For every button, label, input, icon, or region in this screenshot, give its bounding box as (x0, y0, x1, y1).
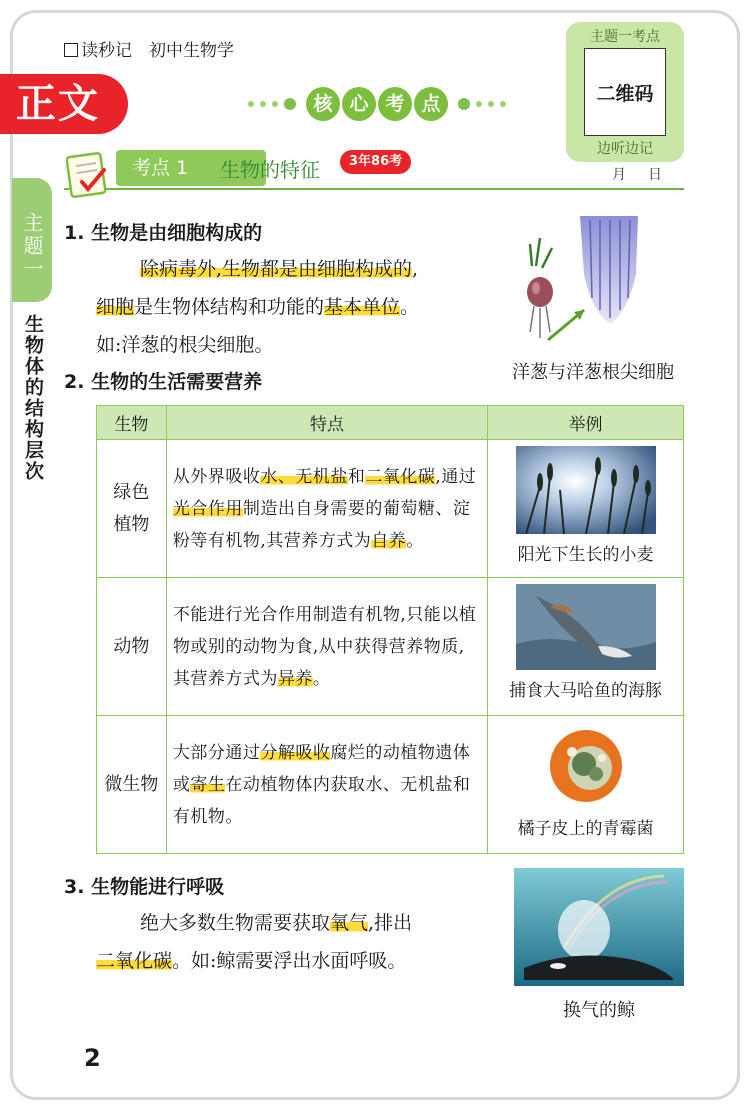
table-header-cell: 举例 (488, 406, 684, 440)
nutrition-table (96, 405, 684, 854)
example-caption: 橘子皮上的青霉菌 (517, 819, 654, 839)
table-row (97, 578, 684, 716)
example-cell (488, 578, 684, 716)
organism-name: 动物 (97, 578, 167, 716)
core-char: 心 (342, 87, 376, 121)
chapter-title: 生物体的结构层次 (22, 314, 44, 482)
dot-icon (272, 101, 278, 107)
qr-panel (566, 22, 684, 162)
example-cell (488, 716, 684, 854)
notepad-icon (66, 150, 110, 198)
section-3-body: 绝大多数生物需要获取氧气,排出 二氧化碳。如:鲸需要浮出水面呼吸。 (96, 912, 413, 972)
table-row (97, 716, 684, 854)
dot-icon (284, 98, 296, 110)
organism-description: 从外界吸收水、无机盐和二氧化碳,通过光合作用制造出自身需要的葡萄糖、淀粉等有机物,其营养方式为自养。 (166, 440, 487, 578)
table-row (97, 440, 684, 578)
table-header-row (97, 406, 684, 440)
wheat-image (488, 446, 683, 534)
core-char: 点 (414, 87, 448, 121)
onion-root-tip-image (518, 214, 642, 350)
core-char: 核 (306, 87, 340, 121)
dot-icon (488, 101, 494, 107)
divider (64, 188, 684, 190)
section-1-body: 除病毒外,生物都是由细胞构成的, 细胞是生物体结构和功能的基本单位。 如:洋葱的根尖细胞。 (96, 258, 420, 356)
moldy-orange-image (488, 722, 683, 808)
example-caption: 阳光下生长的小麦 (517, 545, 654, 565)
point-tag: 考点 1 (116, 150, 266, 186)
point-title: 生物的特征 (220, 158, 320, 182)
dot-icon (500, 101, 506, 107)
organism-description: 大部分通过分解吸收腐烂的动植物遗体或寄生在动植物体内获取水、无机盐和有机物。 (166, 716, 487, 854)
checkbox-icon (64, 43, 78, 57)
side-tab-topic[interactable]: 主题一 (12, 178, 52, 302)
example-cell (488, 440, 684, 578)
dot-icon (476, 101, 482, 107)
section-2-heading: 2. 生物的生活需要营养 (64, 371, 263, 393)
page-number: 2 (84, 1044, 101, 1072)
organism-name: 绿色 植物 (97, 440, 167, 578)
section-3-heading: 3. 生物能进行呼吸 (64, 876, 225, 898)
dot-icon (248, 101, 254, 107)
section-1-heading: 1. 生物是由细胞构成的 (64, 222, 263, 244)
table-header-cell: 特点 (166, 406, 487, 440)
point-bar (64, 148, 684, 190)
qr-code[interactable]: 二维码 (584, 48, 666, 136)
dot-icon (458, 98, 470, 110)
dot-icon (260, 101, 266, 107)
organism-description: 不能进行光合作用制造有机物,只能以植物或别的动物为食,从中获得营养物质,其营养方式为异养。 (166, 578, 487, 716)
organism-name: 微生物 (97, 716, 167, 854)
date-field: 月日 (612, 167, 684, 183)
whale-caption: 换气的鲸 (563, 1000, 635, 1021)
exam-frequency-badge: 3年86考 (340, 150, 411, 174)
example-caption: 捕食大马哈鱼的海豚 (509, 681, 663, 701)
dolphin-image (488, 584, 683, 670)
core-points-banner (248, 86, 506, 122)
whale-image (514, 868, 684, 986)
core-char: 考 (378, 87, 412, 121)
qr-bottom-label: 边听边记 (597, 141, 653, 157)
table-header-cell: 生物 (97, 406, 167, 440)
qr-top-label: 主题一考点 (590, 29, 660, 45)
onion-caption: 洋葱与洋葱根尖细胞 (512, 362, 674, 383)
zhengwen-label: 正文 (0, 74, 128, 134)
book-title: 读秒记 初中生物学 (64, 36, 234, 61)
